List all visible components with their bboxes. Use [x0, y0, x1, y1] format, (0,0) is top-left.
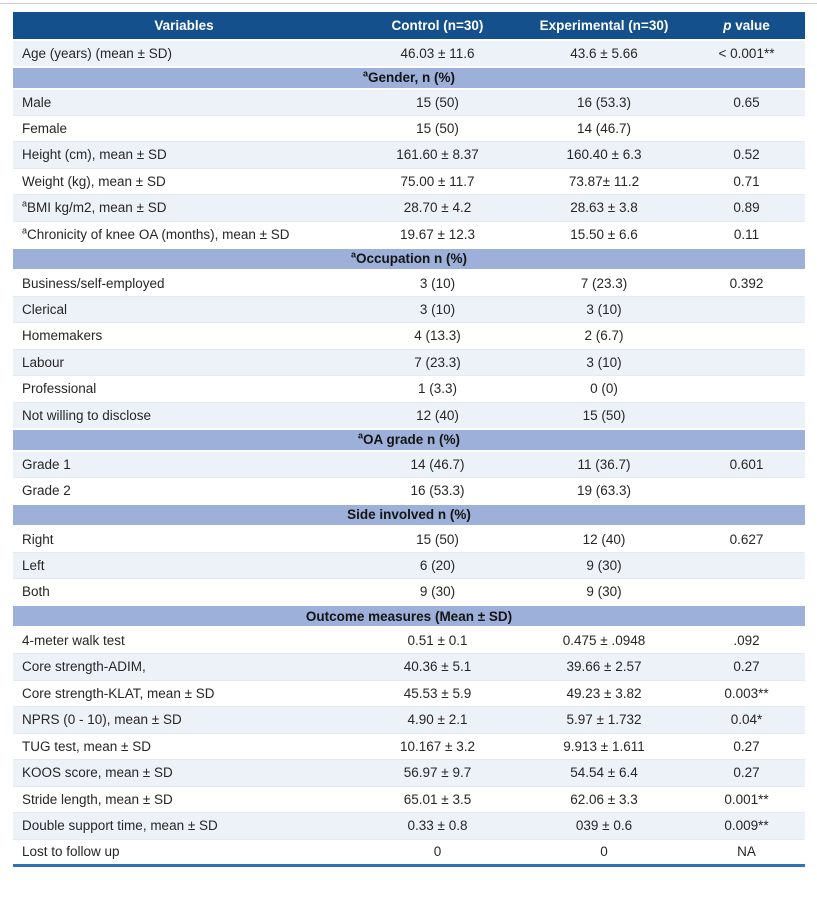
control-cell: 15 (50) [355, 89, 520, 116]
variable-cell: Double support time, mean ± SD [13, 813, 355, 840]
p-value-cell: 0.601 [688, 451, 805, 478]
experimental-cell: 3 (10) [520, 349, 688, 376]
experimental-cell: 16 (53.3) [520, 89, 688, 116]
experimental-cell: 160.40 ± 6.3 [520, 142, 688, 169]
experimental-cell: 039 ± 0.6 [520, 813, 688, 840]
p-value-cell: 0.003** [688, 680, 805, 707]
table-row [13, 349, 805, 376]
variable-cell: $^a$BMI kg/m2, mean ± SD [13, 195, 355, 222]
experimental-cell: 0 (0) [520, 376, 688, 403]
variable-cell: Grade 2 [13, 477, 355, 504]
table-row [13, 627, 805, 654]
variable-cell: Labour [13, 349, 355, 376]
control-cell: 15 (50) [355, 526, 520, 553]
control-cell: 14 (46.7) [355, 451, 520, 478]
table-row [13, 451, 805, 478]
table-row [13, 579, 805, 606]
variable-cell: Weight (kg), mean ± SD [13, 168, 355, 195]
experimental-cell: 43.6 ± 5.66 [570, 45, 638, 61]
control-cell: 65.01 ± 3.5 [355, 786, 520, 813]
variable-cell: $^a$Chronicity of knee OA (months), mean ± SD [13, 221, 355, 248]
control-cell: 12 (40) [355, 402, 520, 429]
p-value-cell: 0.27 [688, 654, 805, 681]
table-row [13, 402, 805, 429]
control-cell: 6 (20) [355, 552, 520, 579]
p-value-cell: 0.009** [688, 813, 805, 840]
section-row-gender [13, 67, 805, 89]
control-cell: 28.70 ± 4.2 [355, 195, 520, 222]
p-value-cell: 0.52 [688, 142, 805, 169]
experimental-cell: 15.50 ± 6.6 [520, 221, 688, 248]
control-cell: 9 (30) [355, 579, 520, 606]
experimental-cell: 0 [520, 839, 688, 866]
top-divider-line [0, 3, 817, 4]
table-header [13, 12, 805, 40]
variable-cell: Both [13, 579, 355, 606]
table-row [13, 270, 805, 297]
variable-cell: Left [13, 552, 355, 579]
variable-cell: Right [13, 526, 355, 553]
control-cell: 4.90 ± 2.1 [355, 707, 520, 734]
p-value-cell [688, 323, 805, 350]
table-row [13, 786, 805, 813]
p-value-cell: 0.71 [688, 168, 805, 195]
experimental-cell: 3 (10) [520, 296, 688, 323]
variable-cell: TUG test, mean ± SD [13, 733, 355, 760]
p-value-cell: < 0.001** [718, 45, 775, 61]
table-row [13, 552, 805, 579]
variable-cell: Grade 1 [13, 451, 355, 478]
table-row [13, 195, 805, 222]
table-row [13, 813, 805, 840]
experimental-cell: 28.63 ± 3.8 [520, 195, 688, 222]
experimental-cell: 9 (30) [520, 552, 688, 579]
table-row [13, 733, 805, 760]
section-row-occupation [13, 248, 805, 270]
header-cell-pvalue: p value [688, 12, 805, 40]
p-value-cell [688, 552, 805, 579]
control-cell: 4 (13.3) [355, 323, 520, 350]
header-row [13, 12, 805, 40]
header-cell-variables: Variables [13, 12, 355, 40]
p-value-cell [688, 376, 805, 403]
table-row [13, 477, 805, 504]
p-value-cell [688, 579, 805, 606]
variable-cell: Lost to follow up [13, 839, 355, 866]
section-title: $^a$Occupation n (%) [13, 248, 805, 270]
section-row-side-involved [13, 504, 805, 526]
variable-cell: Core strength-ADIM, [13, 654, 355, 681]
variable-cell: 4-meter walk test [13, 627, 355, 654]
control-cell: 0.51 ± 0.1 [355, 627, 520, 654]
experimental-cell: 73.87± 11.2 [520, 168, 688, 195]
variable-cell: Professional [13, 376, 355, 403]
control-cell: 46.03 ± 11.6 [400, 45, 475, 61]
variable-cell: KOOS score, mean ± SD [13, 760, 355, 787]
experimental-cell: 7 (23.3) [520, 270, 688, 297]
section-title: $^a$OA grade n (%) [13, 429, 805, 451]
header-cell-control: Control (n=30) [355, 12, 520, 40]
control-cell: 3 (10) [355, 296, 520, 323]
table-row [13, 296, 805, 323]
p-value-cell [688, 296, 805, 323]
variable-cell: NPRS (0 - 10), mean ± SD [13, 707, 355, 734]
experimental-cell: 9 (30) [520, 579, 688, 606]
control-cell: 161.60 ± 8.37 [355, 142, 520, 169]
variable-cell: Male [13, 89, 355, 116]
experimental-cell: 15 (50) [520, 402, 688, 429]
p-value-cell: 0.27 [688, 733, 805, 760]
experimental-cell: 62.06 ± 3.3 [520, 786, 688, 813]
experimental-cell: 14 (46.7) [520, 115, 688, 142]
control-cell: 3 (10) [355, 270, 520, 297]
experimental-cell: 12 (40) [520, 526, 688, 553]
table-row [13, 323, 805, 350]
p-value-cell: NA [688, 839, 805, 866]
variable-cell: Age (years) (mean ± SD) [22, 45, 172, 61]
section-title: Side involved n (%) [13, 504, 805, 526]
control-cell: 0 [355, 839, 520, 866]
p-value-cell: 0.65 [688, 89, 805, 116]
variable-cell: Not willing to disclose [13, 402, 355, 429]
p-value-cell [688, 115, 805, 142]
control-cell: 7 (23.3) [355, 349, 520, 376]
experimental-cell: 2 (6.7) [520, 323, 688, 350]
p-value-cell: .092 [688, 627, 805, 654]
p-value-cell: 0.001** [688, 786, 805, 813]
experimental-cell: 11 (36.7) [520, 451, 688, 478]
experimental-cell: 39.66 ± 2.57 [520, 654, 688, 681]
control-cell: 75.00 ± 11.7 [355, 168, 520, 195]
comparison-table [13, 12, 805, 867]
section-row-outcome-measures [13, 605, 805, 627]
control-cell: 10.167 ± 3.2 [355, 733, 520, 760]
control-cell: 19.67 ± 12.3 [355, 221, 520, 248]
table-row [13, 654, 805, 681]
table-row [13, 680, 805, 707]
control-cell: 1 (3.3) [355, 376, 520, 403]
table-row [13, 40, 805, 67]
table-body [13, 40, 805, 866]
table-row [13, 376, 805, 403]
variable-cell: Core strength-KLAT, mean ± SD [13, 680, 355, 707]
p-value-cell [688, 349, 805, 376]
table-row [13, 115, 805, 142]
p-value-cell: 0.27 [688, 760, 805, 787]
p-value-cell: 0.11 [688, 221, 805, 248]
table-row [13, 839, 805, 866]
experimental-cell: 0.475 ± .0948 [520, 627, 688, 654]
table-row [13, 142, 805, 169]
control-cell: 56.97 ± 9.7 [355, 760, 520, 787]
table-row [13, 526, 805, 553]
variable-cell: Height (cm), mean ± SD [13, 142, 355, 169]
section-row-oa-grade [13, 429, 805, 451]
p-value-cell: 0.89 [688, 195, 805, 222]
demographics-table [13, 12, 805, 867]
p-value-cell: 0.392 [688, 270, 805, 297]
variable-cell: Female [13, 115, 355, 142]
experimental-cell: 54.54 ± 6.4 [520, 760, 688, 787]
experimental-cell: 19 (63.3) [520, 477, 688, 504]
table-row [13, 760, 805, 787]
table-row [13, 168, 805, 195]
table-row [13, 89, 805, 116]
table-row [13, 707, 805, 734]
header-cell-experimental: Experimental (n=30) [520, 12, 688, 40]
control-cell: 15 (50) [355, 115, 520, 142]
section-title: Outcome measures (Mean ± SD) [13, 605, 805, 627]
table-row [13, 221, 805, 248]
control-cell: 16 (53.3) [355, 477, 520, 504]
experimental-cell: 5.97 ± 1.732 [520, 707, 688, 734]
p-value-cell: 0.627 [688, 526, 805, 553]
control-cell: 40.36 ± 5.1 [355, 654, 520, 681]
p-value-cell [688, 477, 805, 504]
control-cell: 45.53 ± 5.9 [355, 680, 520, 707]
variable-cell: Stride length, mean ± SD [13, 786, 355, 813]
experimental-cell: 9.913 ± 1.611 [520, 733, 688, 760]
section-title: $^a$Gender, n (%) [13, 67, 805, 89]
p-value-cell: 0.04* [688, 707, 805, 734]
variable-cell: Business/self-employed [13, 270, 355, 297]
control-cell: 0.33 ± 0.8 [355, 813, 520, 840]
experimental-cell: 49.23 ± 3.82 [520, 680, 688, 707]
p-value-cell [688, 402, 805, 429]
variable-cell: Homemakers [13, 323, 355, 350]
variable-cell: Clerical [13, 296, 355, 323]
